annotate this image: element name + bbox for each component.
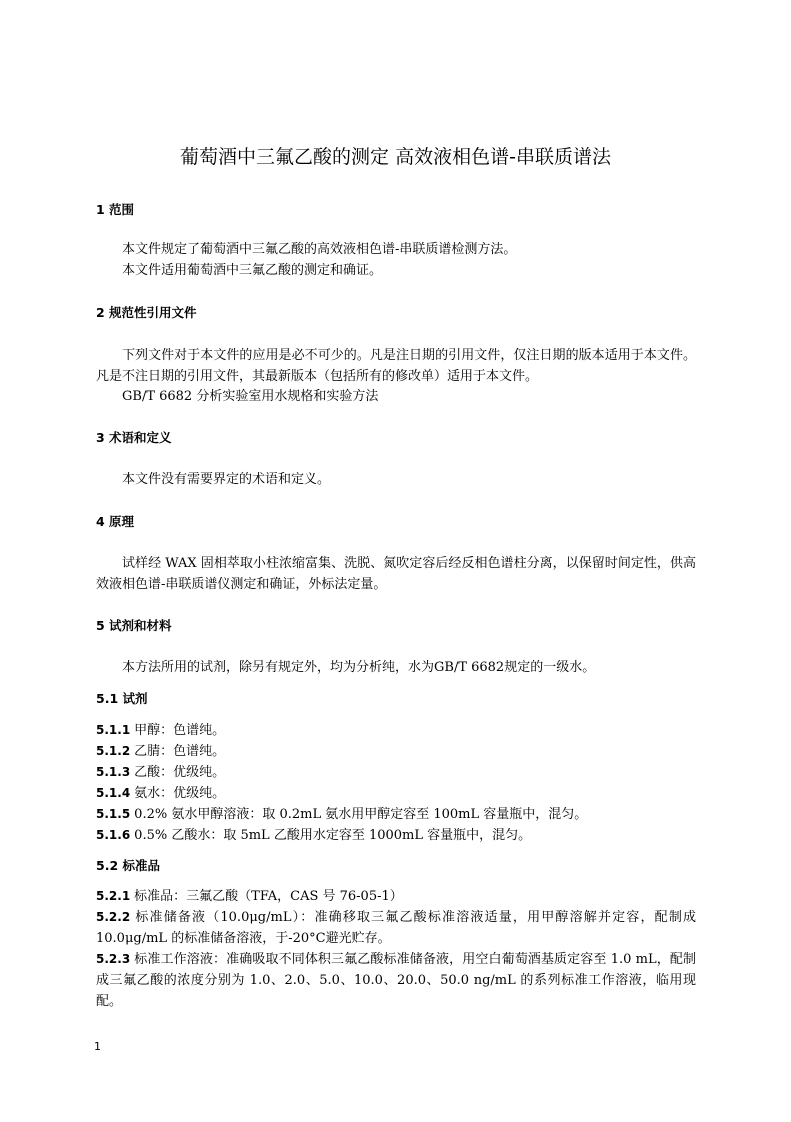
section-heading-principle: 4 原理 bbox=[96, 514, 135, 529]
list-item bbox=[96, 762, 696, 783]
list-item bbox=[96, 825, 696, 846]
list-item bbox=[96, 907, 696, 949]
scope-paragraph-1: 本文件规定了葡萄酒中三氟乙酸的高效液相色谱-串联质谱检测方法。 bbox=[122, 242, 517, 257]
item-number: 5.1.3 bbox=[96, 765, 131, 779]
list-item bbox=[96, 886, 696, 907]
item-text: 标准工作溶液：准确吸取不同体积三氟乙酸标准储备液，用空白葡萄酒基质定容至 1.0 mL，配制成三氟乙酸的浓度分别为 1.0、2.0、5.0、10.0、20.0、50.0 ng/mL 的系列标准工作溶液，临用现配。 bbox=[96, 952, 696, 1009]
item-number: 5.2.3 bbox=[96, 952, 131, 966]
section-heading-terms: 3 术语和定义 bbox=[96, 430, 172, 445]
item-number: 5.1.2 bbox=[96, 744, 131, 758]
item-text: 标准品：三氟乙酸（TFA，CAS 号 76-05-1） bbox=[134, 889, 403, 904]
list-item bbox=[96, 949, 696, 1012]
item-text: 乙腈：色谱纯。 bbox=[134, 744, 226, 759]
terms-paragraph: 本文件没有需要界定的术语和定义。 bbox=[122, 472, 331, 487]
page-title: 葡萄酒中三氟乙酸的测定 高效液相色谱-串联质谱法 bbox=[180, 146, 611, 168]
section-heading-reagents: 5 试剂和材料 bbox=[96, 618, 172, 633]
list-item bbox=[96, 804, 696, 825]
item-number: 5.2.1 bbox=[96, 889, 131, 903]
item-number: 5.1.5 bbox=[96, 807, 131, 821]
list-item bbox=[96, 720, 696, 741]
subsection-heading-reagents: 5.1 试剂 bbox=[96, 691, 148, 706]
references-paragraph-1: 下列文件对于本文件的应用是必不可少的。凡是注日期的引用文件，仅注日期的版本适用于本文件。凡是不注日期的引用文件，其最新版本（包括所有的修改单）适用于本文件。 bbox=[96, 348, 696, 384]
subsection-heading-standards: 5.2 标准品 bbox=[96, 858, 160, 873]
item-number: 5.1.6 bbox=[96, 828, 131, 842]
item-text: 甲醇：色谱纯。 bbox=[134, 723, 226, 738]
item-number: 5.1.4 bbox=[96, 786, 131, 800]
principle-paragraph: 试样经 WAX 固相萃取小柱浓缩富集、洗脱、氮吹定容后经反相色谱柱分离，以保留时间定性，供高效液相色谱-串联质谱仪测定和确证，外标法定量。 bbox=[96, 556, 696, 592]
references-paragraph-2: GB/T 6682 分析实验室用水规格和实验方法 bbox=[122, 389, 379, 404]
item-text: 0.5% 乙酸水：取 5mL 乙酸用水定容至 1000mL 容量瓶中，混匀。 bbox=[134, 828, 532, 843]
item-number: 5.1.1 bbox=[96, 723, 131, 737]
section-heading-scope: 1 范围 bbox=[96, 202, 135, 217]
list-item bbox=[96, 741, 696, 762]
item-text: 氨水：优级纯。 bbox=[134, 786, 226, 801]
section-heading-references: 2 规范性引用文件 bbox=[96, 305, 197, 320]
item-text: 标准储备液（10.0μg/mL）：准确移取三氟乙酸标准溶液适量，用甲醇溶解并定容，配制成10.0μg/mL 的标准储备溶液，于-20°C避光贮存。 bbox=[96, 910, 696, 946]
scope-paragraph-2: 本文件适用葡萄酒中三氟乙酸的测定和确证。 bbox=[122, 263, 383, 278]
item-text: 0.2% 氨水甲醇溶液：取 0.2mL 氨水用甲醇定容至 100mL 容量瓶中，混匀。 bbox=[134, 807, 588, 822]
item-number: 5.2.2 bbox=[96, 910, 131, 924]
item-text: 乙酸：优级纯。 bbox=[134, 765, 226, 780]
page-number: 1 bbox=[94, 1040, 101, 1053]
list-item bbox=[96, 783, 696, 804]
reagents-paragraph: 本方法所用的试剂，除另有规定外，均为分析纯，水为GB/T 6682规定的一级水。 bbox=[122, 660, 596, 675]
